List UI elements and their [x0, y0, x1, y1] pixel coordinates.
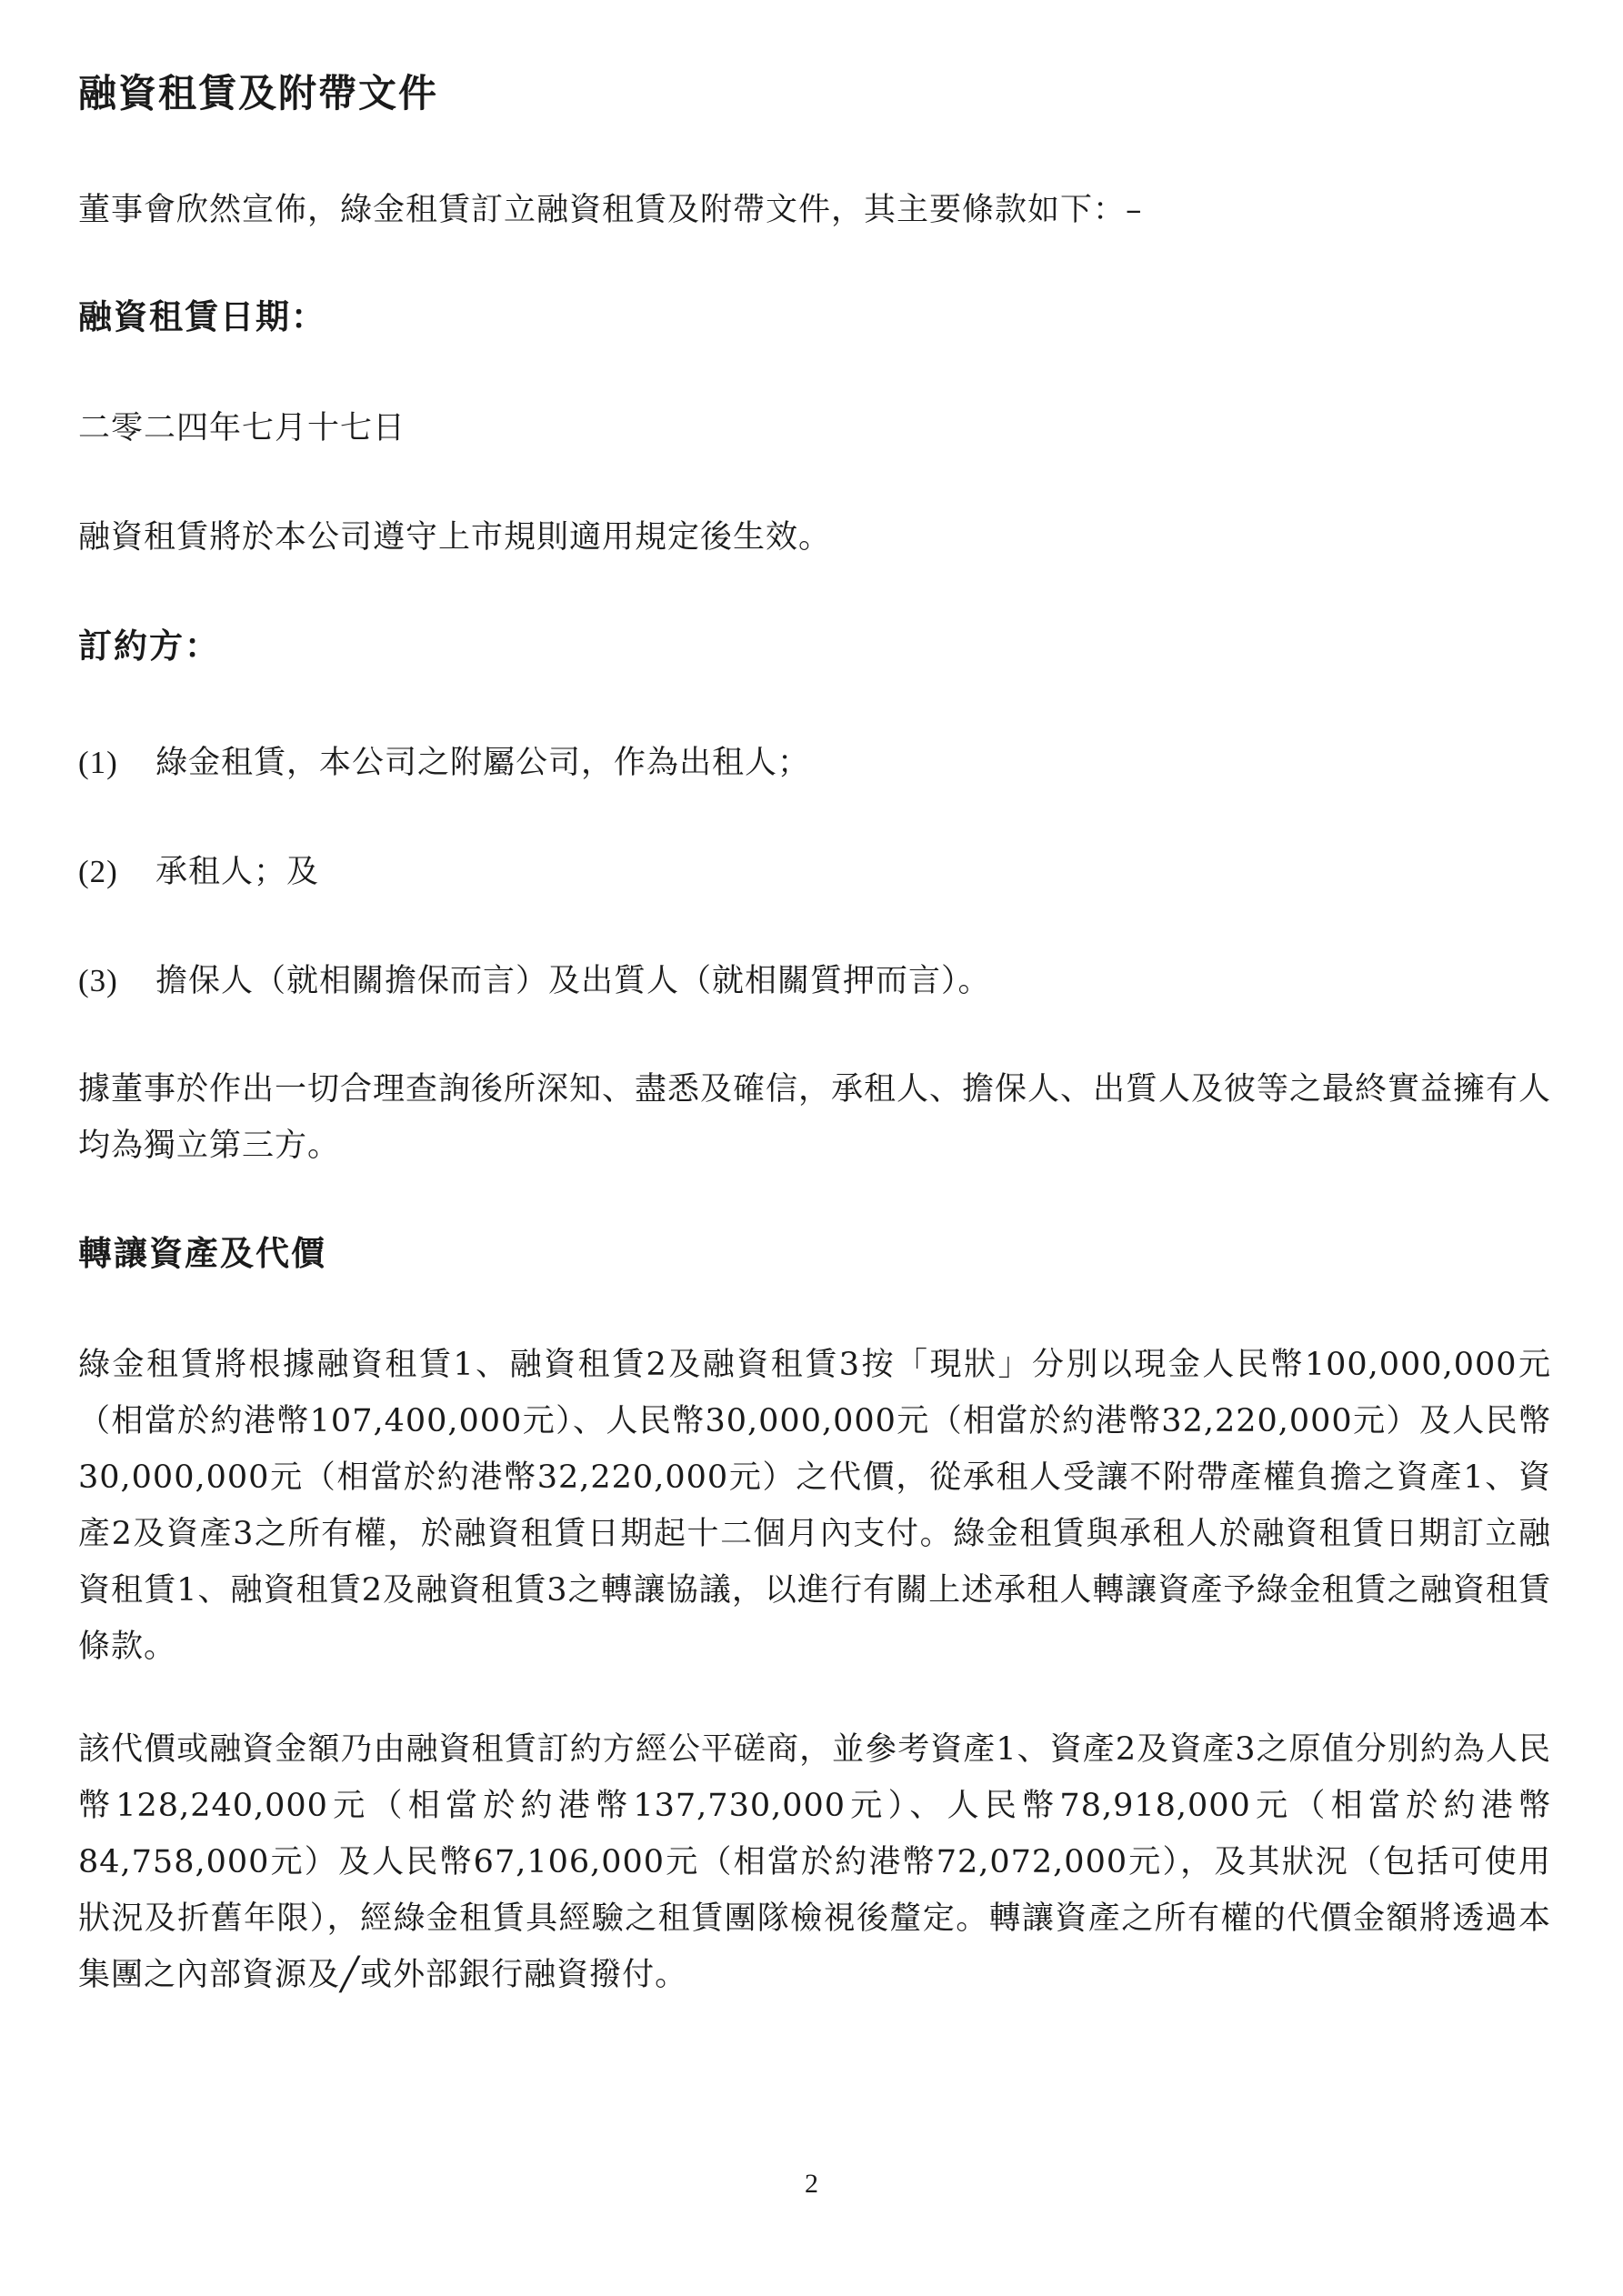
parties-heading: 訂約方： — [78, 627, 220, 666]
transfer-heading: 轉讓資產及代價 — [78, 1234, 326, 1273]
section-title: 融資租賃及附帶文件 — [78, 71, 439, 115]
basis-paragraph: 該代價或融資金額乃由融資租賃訂約方經公平磋商，並參考資產1、資產2及資產3之原值分別約為人民幣128,240,000元（相當於約港幣137,730,000元）、人民幣78,918,000元（相當於約港幣84,758,000元）及人民幣67,106,000元（相當於約港幣72,072,000元），及其狀況（包括可使用狀況及折舊年限），經綠金租賃具經驗之租賃團隊檢視後釐定。轉讓資產之所有權的代價金額將透過本集團之內部資源及╱或外部銀行融資撥付。 — [78, 1731, 1551, 1993]
party-number: (2) — [78, 854, 118, 889]
lease-date: 二零二四年七月十七日 — [78, 410, 406, 446]
party-number: (1) — [78, 745, 118, 780]
party-text: 綠金租賃，本公司之附屬公司，作為出租人； — [155, 745, 811, 781]
page-number: 2 — [805, 2169, 818, 2199]
intro-paragraph: 董事會欣然宣佈，綠金租賃訂立融資租賃及附帶文件，其主要條款如下：– — [78, 192, 1143, 228]
party-text: 承租人；及 — [155, 854, 320, 890]
party-text: 擔保人（就相關擔保而言）及出質人（就相關質押而言）。 — [155, 963, 991, 999]
date-heading: 融資租賃日期： — [78, 297, 326, 336]
consideration-paragraph: 綠金租賃將根據融資租賃1、融資租賃2及融資租賃3按「現狀」分別以現金人民幣100,000,000元（相當於約港幣107,400,000元）、人民幣30,000,000元（相當於約港幣32,220,000元）及人民幣30,000,000元（相當於約港幣32,220,000元）之代價，從承租人受讓不附帶產權負擔之資產1、資產2及資產3之所有權，於融資租賃日期起十二個月內支付。綠金租賃與承租人於融資租賃日期訂立融資租賃1、融資租賃2及融資租賃3之轉讓協議，以進行有關上述承租人轉讓資產予綠金租賃之融資租賃條款。 — [78, 1347, 1551, 1665]
effective-statement: 融資租賃將於本公司遵守上市規則適用規定後生效。 — [78, 519, 832, 556]
independence-statement: 據董事於作出一切合理查詢後所深知、盡悉及確信，承租人、擔保人、出質人及彼等之最終實益擁有人均為獨立第三方。 — [78, 1071, 1552, 1164]
party-number: (3) — [78, 963, 118, 998]
